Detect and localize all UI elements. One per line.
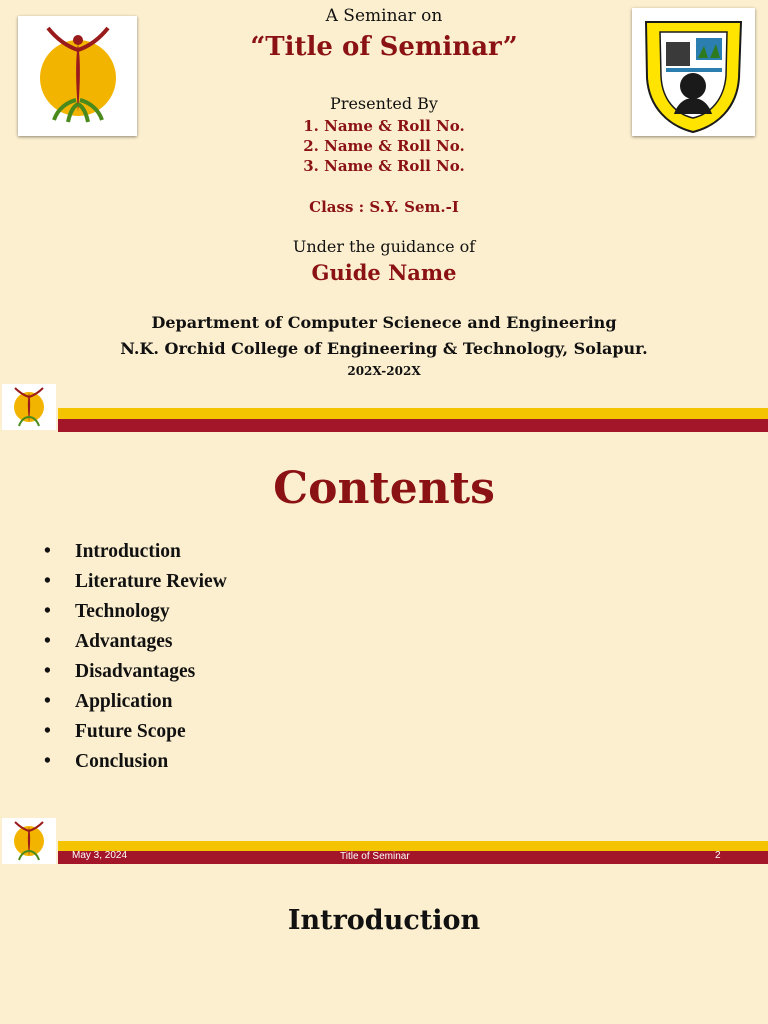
class-line: Class : S.Y. Sem.-I (309, 198, 459, 216)
bullet-icon: • (44, 751, 51, 772)
bullet-icon: • (44, 601, 51, 622)
academic-year: 202X-202X (347, 364, 421, 378)
footer-page-number: 2 (715, 850, 721, 861)
presenter-2: 2. Name & Roll No. (303, 137, 465, 155)
introduction-heading: Introduction (287, 905, 481, 936)
list-item: • Future Scope (44, 717, 227, 747)
footer-band-red (58, 851, 768, 864)
footer-title: Title of Seminar (340, 851, 410, 862)
bullet-icon: • (44, 571, 51, 592)
guidance-label: Under the guidance of (292, 237, 476, 256)
bullet-icon: • (44, 721, 51, 742)
footer-band-red (58, 419, 768, 432)
contents-list (44, 537, 227, 777)
presenter-3: 3. Name & Roll No. (303, 157, 465, 175)
department-name: Department of Computer Scienece and Engineering (151, 313, 617, 332)
title-slide (0, 0, 768, 432)
footer-date: May 3, 2024 (72, 850, 128, 861)
seminar-title: “Title of Seminar” (250, 32, 518, 62)
presenter-1: 1. Name & Roll No. (303, 117, 465, 135)
college-name: N.K. Orchid College of Engineering & Technology, Solapur. (120, 339, 648, 358)
footer-band-yellow (58, 841, 768, 851)
introduction-slide (0, 866, 768, 1024)
presented-by-label: Presented By (330, 94, 438, 113)
sunrise-logo-icon (2, 818, 56, 864)
seminar-intro: A Seminar on (325, 6, 443, 26)
sunrise-logo-icon (2, 384, 56, 430)
list-item: • Introduction (44, 537, 227, 567)
footer-logo (2, 384, 56, 430)
bullet-icon: • (44, 631, 51, 652)
bullet-icon: • (44, 691, 51, 712)
list-item: • Literature Review (44, 567, 227, 597)
list-item: • Technology (44, 597, 227, 627)
list-item: • Advantages (44, 627, 227, 657)
bullet-icon: • (44, 541, 51, 562)
bullet-icon: • (44, 661, 51, 682)
contents-heading: Contents (273, 463, 495, 514)
list-item: • Application (44, 687, 227, 717)
footer-band-yellow (58, 408, 768, 419)
footer-logo (2, 818, 56, 864)
list-item: • Conclusion (44, 747, 227, 777)
guide-name: Guide Name (311, 260, 457, 285)
list-item: • Disadvantages (44, 657, 227, 687)
contents-slide (0, 432, 768, 866)
